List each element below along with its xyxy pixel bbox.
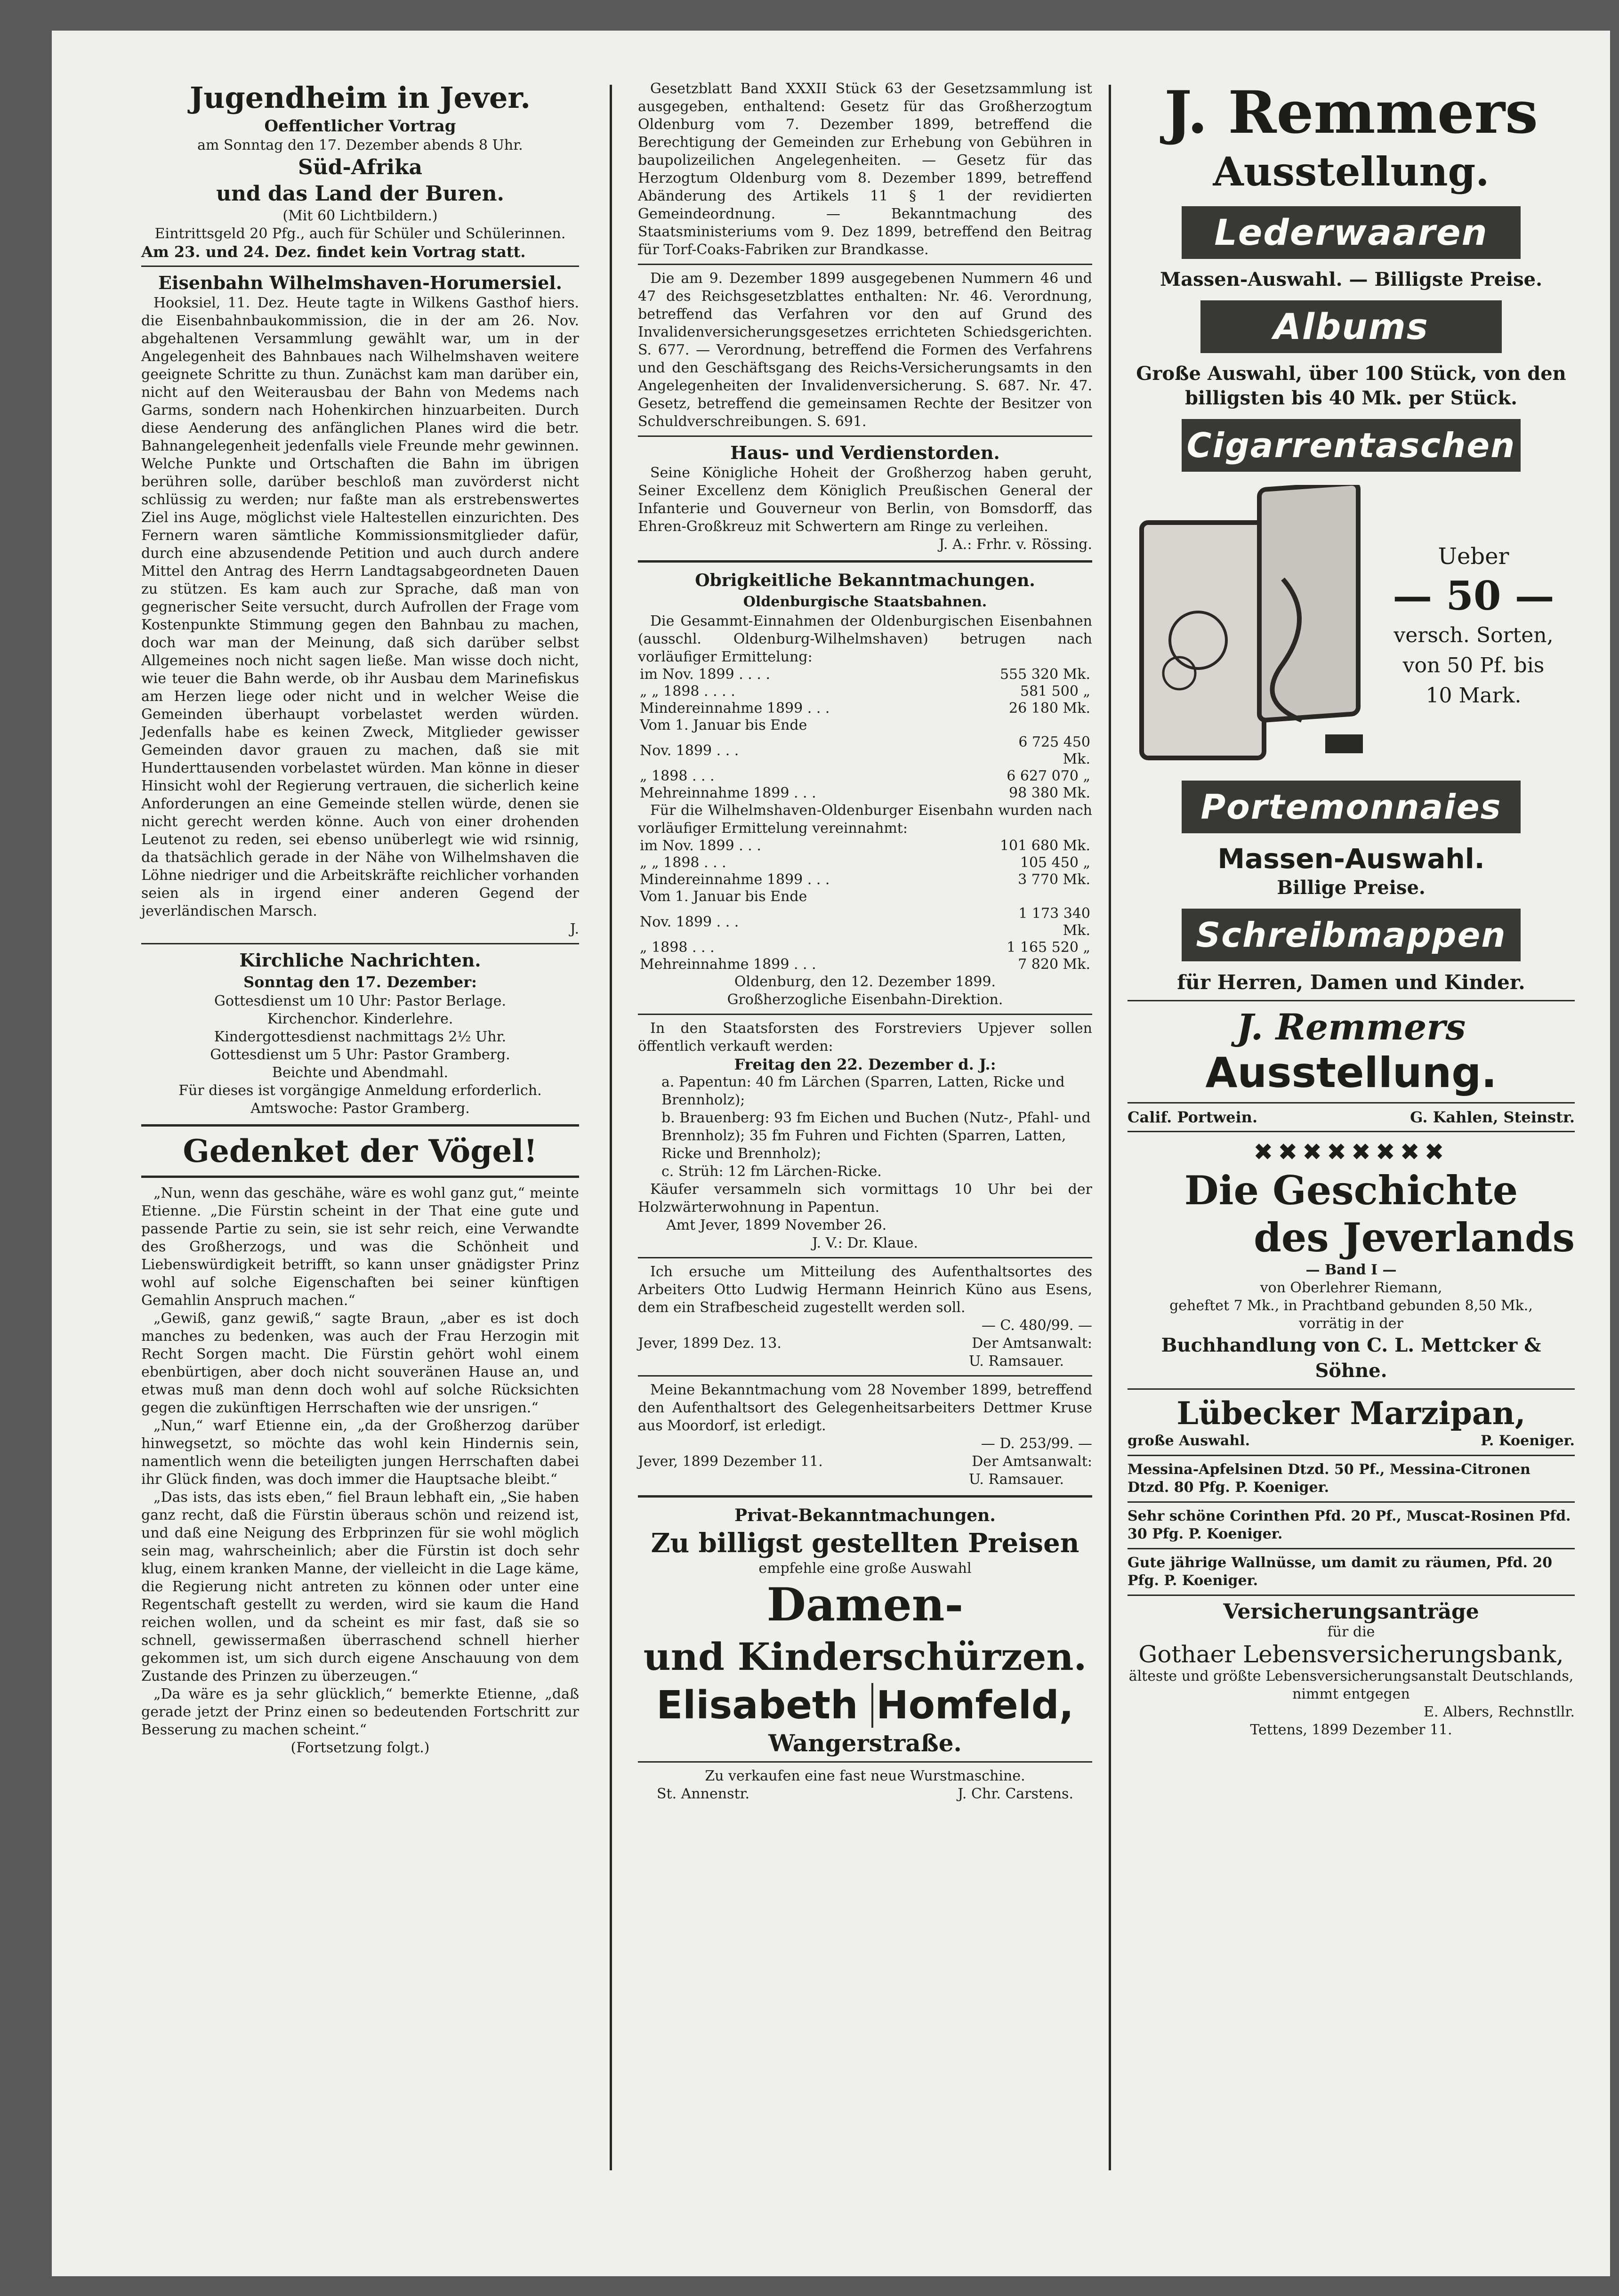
apron-line: Zu billigst gestellten Preisen <box>651 1528 1079 1559</box>
divider <box>638 264 1092 265</box>
church-date: Sonntag den 17. Dezember: <box>243 973 477 991</box>
railway-body: Hooksiel, 11. Dez. Heute tagte in Wilkens Gasthof hiers. die Eisenbahnbaukommission, die in der am 26. Nov. abgehaltenen Versammlung gewählt war, um in der Angelegenheit des Bahnbaues nach Wilhelmshaven weitere geeignete Schritte zu thun. Zunächst kam man darüber ein, nicht auf den Weiterausbau der Bahn von Medems nach Garms, sondern nach Hohenkirchen hinzuarbeiten. Durch diese Aenderung des anfänglichen Planes wird die betr. Bahnangelegenheit jedenfalls viele Freunde mehr gewinnen. Welche Punkte und Ortschaften die Bahn im übrigen berühren solle, darüber beschloß man zuvörderst nicht schlüssig zu werden; nur faßte man als erstrebenswertes Ziel ins Auge, möglichst viele Haltestellen einzurichten. Des Fernern waren sämtliche Kommissionsmitglieder dafür, durch eine abzusendende Petition und auch durch andere Mittel den Antrag des Herrn Landtagsabgeordneten Dauen zu stützen. Es kam auch zur Sprache, daß man von gegnerischer Seite versucht, durch Aufrollen der Frage vom Kostenpunkte Stimmung gegen den Bahnbau zu machen, doch war man der Meinung, daß sich darüber selbst Allgemeines noch nicht sagen ließe. Man wisse doch nicht, wie teuer die Bahn werde, ob ihr Ausbau dem Marinefiskus am Herzen liege oder nicht und in welcher Weise die Gemeinden überhaupt vorbelastet werden würden. Jedenfalls habe es keinen Zweck, Mitglieder gewisser Gemeinden davor grauen zu machen, daß sie mit Hunderttausenden vorbelastet würden. Man könne in dieser Hinsicht wohl der Regierung vertrauen, die sicherlich keine Anforderungen an eine Gemeinde stellen würde, denen sie nicht gerecht werden könne. Auch von einer drohenden Leutenot zu reden, sei ebenso unüberlegt wie wid rsinnig, da thatsächlich gerade in der Nähe von Wilhelmshaven die Löhne niedriger und die Arbeitskräfte reichlicher vorhanden seien als in irgend einer anderen Gegend der jeverländischen Marsch. <box>141 295 579 919</box>
story-paragraph: „Nun,“ warf Etienne ein, „da der Großherzog darüber hinwegsetzt, so möchte das wohl kein Hindernis sein, namentlich wenn die beteiligten jungen Herrschaften dabei ihr Glück finden, was doch immer die Hauptsache bleibt.“ <box>141 1418 579 1488</box>
table-cell: „ „ 1898 . . . . <box>640 683 735 700</box>
raisin-text: Sehr schöne Corinthen Pfd. 20 Pf., Muscat-Rosinen Pfd. 30 Pfg. <box>1128 1508 1571 1542</box>
table-row <box>638 683 1092 700</box>
table-cell: 7 820 Mk. <box>1018 956 1090 973</box>
book-title: des Jeverlands <box>1254 1214 1575 1261</box>
banner-purses: Portemonnaies <box>1182 781 1521 833</box>
settled-ref: — D. 253/99. — <box>981 1435 1092 1452</box>
divider <box>141 943 579 944</box>
table-cell: Mehreinnahme 1899 . . . <box>640 785 816 801</box>
exhibition-heading: Ausstellung. <box>1213 148 1490 195</box>
orden-body: Seine Königliche Hoheit der Großherzog haben geruht, Seiner Excellenz dem Königlich Preußischen General der Infanterie und Gouverneur von Berlin, von Bomsdorff, das Ehren-Großkreuz mit Schwertern am Ringe zu verleihen. <box>638 465 1092 535</box>
table-row <box>638 888 1092 905</box>
shop-name-first: Elisabeth <box>656 1683 858 1728</box>
prices-line: Ueber <box>1438 543 1509 570</box>
church-line: Gottesdienst um 10 Uhr: Pastor Berlage. <box>214 993 506 1009</box>
table-cell: Mindereinnahme 1899 . . . <box>640 871 830 888</box>
divider <box>638 435 1092 437</box>
railway-signature: J. <box>570 921 579 937</box>
book-title: Die Geschichte <box>1184 1167 1518 1214</box>
insurance-bank: Gothaer Lebensversicherungsbank, <box>1138 1641 1564 1668</box>
table-cell <box>985 717 1092 734</box>
fruit-text: Messina-Apfelsinen Dtzd. 50 Pf., Messina-Citronen Dtzd. 80 Pfg. <box>1128 1461 1530 1496</box>
walnut-seller: P. Koeniger. <box>1164 1572 1258 1589</box>
divider <box>1128 1595 1575 1596</box>
divider <box>638 1495 1092 1498</box>
insurance-title: Versicherungsanträge <box>1223 1600 1479 1624</box>
search-signature: U. Ramsauer. <box>968 1353 1064 1370</box>
official-intro: Die Gesammt-Einnahmen der Oldenburgischen Eisenbahnen (ausschl. Oldenburg-Wilhelmshaven) betrugen nach vorläufiger Ermittelung: <box>638 613 1092 665</box>
table-cell: „ 1898 . . . <box>640 768 715 784</box>
sale-text: Zu verkaufen eine fast neue Wurstmaschine. <box>705 1768 1025 1784</box>
divider <box>1128 1548 1575 1549</box>
raisin-seller: P. Koeniger. <box>1188 1526 1283 1542</box>
forest-place: Amt Jever, 1899 November 26. <box>666 1217 887 1233</box>
table-row <box>638 838 1092 854</box>
marzipan-sub <box>1128 1432 1575 1450</box>
prices-line: versch. Sorten, <box>1393 623 1554 647</box>
apron-line: empfehle eine große Auswahl <box>758 1560 972 1577</box>
column-1 <box>141 80 579 1757</box>
forest-signature: J. V.: Dr. Klaue. <box>812 1235 918 1251</box>
table-cell: 105 450 „ <box>1020 854 1090 871</box>
table-cell: 98 380 Mk. <box>1009 785 1090 801</box>
bookshop: Buchhandlung von C. L. Mettcker & Söhne. <box>1161 1334 1541 1382</box>
church-title: Kirchliche Nachrichten. <box>239 950 481 971</box>
sale-notice <box>638 1767 1092 1803</box>
forest-item: a. Papentun: 40 fm Lärchen (Sparren, Latten, Ricke und Brennholz); <box>661 1074 1065 1108</box>
table-cell: im Nov. 1899 . . . . <box>640 666 770 683</box>
book-price: geheftet 7 Mk., in Prachtband gebunden 8,50 Mk., <box>1169 1297 1533 1314</box>
church-line: Kindergottesdienst nachmittags 2½ Uhr. <box>214 1029 507 1045</box>
remmers-logo-2: J. Remmers <box>1236 1006 1466 1048</box>
church-line: Beichte und Abendmahl. <box>272 1064 449 1081</box>
story-paragraph: „Das ists, das ists eben,“ fiel Braun lebhaft ein, „Sie haben ganz recht, daß die Fürstin überaus schön und reizend ist, und daß eine Neigung des Erbprinzen für sie wohl möglich sein mag, wahrscheinlich; aber die Fürstin ist doch sehr klug, einem kranken Manne, der vielleicht in die Lage käme, die Regierung nicht antreten zu können oder unter eine Regentschaft gestellt zu werden, wird sie kaum die Hand reichen wollen, und da scheint es mir fast, daß sie so schnell, gewissermaßen überraschend schnell hierher gekommen ist, um sich durch eigene Anschauung von dem Zustande des Prinzen zu überzeugen.“ <box>141 1489 579 1684</box>
railway-title: Eisenbahn Wilhelmshaven-Horumersiel. <box>158 272 562 293</box>
forest-date: Freitag den 22. Dezember d. J.: <box>734 1055 996 1073</box>
church-line: Für dieses ist vorgängige Anmeldung erforderlich. <box>178 1082 542 1099</box>
church-line: Amtswoche: Pastor Gramberg. <box>250 1100 470 1117</box>
table-cell: 26 180 Mk. <box>1009 700 1090 717</box>
table-row <box>638 768 1092 785</box>
railway-article <box>141 294 579 938</box>
walnut-ad <box>1128 1554 1575 1590</box>
portwine-ad <box>1128 1108 1575 1126</box>
shop-name-last: Homfeld, <box>871 1683 1074 1728</box>
table-cell: 6 725 450 Mk. <box>1018 734 1090 767</box>
marzipan-assortment: große Auswahl. <box>1128 1433 1250 1449</box>
table-cell: Nov. 1899 . . . <box>640 742 739 759</box>
walnut-text: Gute jährige Wallnüsse, um damit zu räumen, Pfd. 20 Pfg. <box>1128 1555 1553 1589</box>
lecture-topic: Süd-Afrika <box>298 155 422 179</box>
table-cell: Vom 1. Januar bis Ende <box>640 888 807 905</box>
purses-line: Billige Preise. <box>1277 877 1426 899</box>
official-place: Oldenburg, den 12. Dezember 1899. <box>734 974 996 990</box>
orden-title: Haus- und Verdienstorden. <box>730 442 1000 463</box>
shop-street: Wangerstraße. <box>768 1729 962 1757</box>
cigar-case-block <box>1128 480 1575 772</box>
apron-big: und Kinderschürzen. <box>643 1635 1087 1679</box>
apron-big: Damen- <box>766 1578 964 1631</box>
table-cell: 1 165 520 „ <box>1007 939 1090 956</box>
table-row <box>638 905 1092 939</box>
official-title: Obrigkeitliche Bekanntmachungen. <box>695 571 1035 590</box>
table-row <box>638 717 1092 734</box>
table-row <box>638 939 1092 956</box>
divider <box>1128 1102 1575 1104</box>
table-row <box>638 854 1092 871</box>
column-2 <box>638 80 1092 1803</box>
albums-line: Große Auswahl, über 100 Stück, von den billigsten bis 40 Mk. per Stück. <box>1136 363 1566 409</box>
divider <box>1128 1000 1575 1001</box>
ornament-border: ✖✖✖✖✖✖✖✖ <box>1253 1138 1449 1166</box>
divider <box>638 1257 1092 1258</box>
table-cell: 101 680 Mk. <box>999 838 1090 854</box>
table-row <box>638 666 1092 683</box>
table-cell: Nov. 1899 . . . <box>640 914 739 930</box>
official-subtitle: Oldenburgische Staatsbahnen. <box>743 594 987 610</box>
insurance-for: für die <box>1327 1624 1375 1640</box>
divider <box>141 1176 579 1178</box>
prices-line: 10 Mark. <box>1426 684 1522 708</box>
divider <box>1128 1501 1575 1503</box>
purses-line: Massen-Auswahl. <box>1217 843 1485 875</box>
lecture-cancel: Am 23. und 24. Dez. findet kein Vortrag statt. <box>141 243 526 261</box>
revenue-table <box>638 666 1092 802</box>
table-cell: „ 1898 . . . <box>640 939 715 956</box>
lecture-title: Jugendheim in Jever. <box>190 81 531 115</box>
shop-name <box>638 1681 1092 1730</box>
divider <box>1128 1455 1575 1456</box>
story-paragraph: „Gewiß, ganz gewiß,“ sagte Braun, „aber es ist doch manches zu bedenken, was auch der Frau Herzogin mit Recht Sorgen macht. Die Fürstin gehört wohl einem ebenbürtigen, aber doch nicht souveränen Hause an, und etwas muß man denn doch wohl auf solche Rücksichten gegen die zukünftigen Herrschaften wie der unsrigen.“ <box>141 1310 579 1416</box>
lecture-note: (Mit 60 Lichtbildern.) <box>282 208 438 224</box>
lecture-fee: Eintrittsgeld 20 Pfg., auch für Schüler und Schülerinnen. <box>154 226 566 242</box>
story-text <box>141 1184 579 1757</box>
banner-leather: Lederwaaren <box>1182 206 1521 259</box>
case-clasp <box>1325 734 1363 753</box>
book-author: von Oberlehrer Riemann, <box>1260 1280 1442 1296</box>
reichsgesetzblatt-notice: Die am 9. Dezember 1899 ausgegebenen Nummern 46 und 47 des Reichsgesetzblattes enthalten: Nr. 46. Verordnung, betreffend das Verfahren vor den auf Grund des Invalidenversicherungsgesetzes errichteten Schiedsgerichten. S. 677. — Verordnung, betreffend die Formen des Verfahrens und den Geschäftsgang des Reichs-Versicherungsamts in den Angelegenheiten der Invalidenversicherung. S. 687. Nr. 47. Gesetz, betreffend die gemeinsamen Rechte der Besitzer von Schuldverschreibungen. S. 691. <box>638 270 1092 430</box>
banner-cigar-cases: Cigarrentaschen <box>1182 419 1521 472</box>
church-line: Kirchenchor. Kinderlehre. <box>267 1011 453 1027</box>
fruit-seller: P. Koeniger. <box>1235 1479 1329 1496</box>
table-cell: 3 770 Mk. <box>1018 871 1090 888</box>
settled-notice <box>638 1381 1092 1489</box>
gesetzblatt-notice: Gesetzblatt Band XXXII Stück 63 der Gesetzsammlung ist ausgegeben, enthaltend: Gesetz für das Großherzogtum Oldenburg vom 7. Dezember 1899, betreffend die Berechtigung der Gemeinden zur Erhebung von Gebühren in baupolizeilichen Angelegenheiten. — Gesetz für das Herzogtum Oldenburg vom 8. Dezember 1899, betreffend Abänderung des Artikels 11 § 1 der revidierten Gemeindeordnung. — Bekanntmachung des Staatsministeriums vom 9. Dez 1899, betreffend den Beitrag für Torf-Coaks-Fabriken zur Brandkasse. <box>638 81 1092 258</box>
divider <box>141 266 579 267</box>
lecture-ad <box>141 80 579 261</box>
banner-writing-cases: Schreibmappen <box>1182 909 1521 961</box>
forest-item: b. Brauenberg: 93 fm Eichen und Buchen (Nutz-, Pfahl- und Brennholz); 35 fm Fuhren und Fichten (Sparren, Latten, Ricke und Brennholz); <box>661 1110 1091 1162</box>
divider <box>638 1375 1092 1377</box>
case-left-panel <box>1142 523 1264 758</box>
story-title: Gedenket der Vögel! <box>183 1133 538 1169</box>
marzipan-seller: P. Koeniger. <box>1481 1433 1575 1449</box>
story-continued: (Fortsetzung folgt.) <box>290 1740 430 1756</box>
forest-item: c. Strüh: 12 fm Lärchen-Ricke. <box>661 1163 882 1180</box>
table-cell: Vom 1. Januar bis Ende <box>640 717 807 733</box>
writing-cases-line: für Herren, Damen und Kinder. <box>1177 971 1525 994</box>
leather-line: Massen-Auswahl. — Billigste Preise. <box>1160 268 1543 290</box>
table-cell: Mindereinnahme 1899 . . . <box>640 700 830 717</box>
table-cell <box>985 888 1092 905</box>
book-stock: vorrätig in der <box>1299 1315 1403 1332</box>
settled-signature: U. Ramsauer. <box>968 1471 1064 1488</box>
divider <box>141 1124 579 1127</box>
sale-signature: J. Chr. Carstens. <box>958 1786 1073 1802</box>
exhibition-heading-2: Ausstellung. <box>1205 1048 1497 1097</box>
sale-place: St. Annenstr. <box>657 1786 750 1802</box>
divider <box>1128 1388 1575 1390</box>
insurance-place: Tettens, 1899 Dezember 11. <box>1250 1722 1452 1738</box>
forest-meet: Käufer versammeln sich vormittags 10 Uhr bei der Holzwärterwohnung in Papentun. <box>638 1181 1092 1216</box>
divider <box>638 560 1092 563</box>
table-cell: 6 627 070 „ <box>1007 768 1090 784</box>
raisin-ad <box>1128 1507 1575 1543</box>
search-notice <box>638 1263 1092 1370</box>
table-cell: Mehreinnahme 1899 . . . <box>640 956 816 973</box>
prices-count: — 50 — <box>1393 572 1555 619</box>
banner-albums: Albums <box>1200 300 1502 353</box>
portwine-seller: G. Kahlen, Steinstr. <box>1410 1108 1575 1126</box>
story-paragraph: „Nun, wenn das geschähe, wäre es wohl ganz gut,“ meinte Etienne. „Die Fürstin scheint in der That eine gute und passende Partie zu sein, sie ist sehr reich, eine Verwandte des Großherzogs, und was die Schönheit und Liebenswürdigkeit betrifft, so kann unser gnädigster Prinz wohl auf solche Eigenschaften bei seiner künftigen Gemahlin Anspruch machen.“ <box>141 1185 579 1309</box>
table-row <box>638 871 1092 888</box>
fruit-ad <box>1128 1461 1575 1497</box>
insurance-signature: E. Albers, Rechnstllr. <box>1423 1704 1575 1720</box>
private-title: Privat-Bekanntmachungen. <box>734 1506 996 1525</box>
story-paragraph: „Da wäre es ja sehr glücklich,“ bemerkte Etienne, „daß gerade jetzt der Prinz einen so bedeutenden Fortschritt zur Besserung zu machen scheint.“ <box>141 1686 579 1738</box>
orden-signature: J. A.: Frhr. v. Rössing. <box>939 536 1092 553</box>
table-cell: 581 500 „ <box>1020 683 1090 700</box>
book-volume: — Band I — <box>1305 1262 1397 1278</box>
search-office: Der Amtsanwalt: <box>972 1335 1092 1352</box>
divider <box>638 1761 1092 1763</box>
search-place: Jever, 1899 Dez. 13. <box>638 1335 781 1352</box>
table-row <box>638 734 1092 768</box>
official-signature: Großherzogliche Eisenbahn-Direktion. <box>727 991 1003 1008</box>
lecture-subtitle: Oeffentlicher Vortrag <box>264 117 456 136</box>
forest-sale <box>638 1020 1092 1252</box>
settled-body: Meine Bekanntmachung vom 28 November 1899, betreffend den Aufenthaltsort des Gelegenheitsarbeiters Dettmer Kruse aus Moordorf, ist erledigt. <box>638 1382 1092 1434</box>
table-cell: 1 173 340 Mk. <box>1018 905 1090 939</box>
settled-office: Der Amtsanwalt: <box>972 1453 1092 1470</box>
lecture-date: am Sonntag den 17. Dezember abends 8 Uhr. <box>197 137 523 153</box>
marzipan-heading: Lübecker Marzipan, <box>1176 1395 1526 1432</box>
prices-line: von 50 Pf. bis <box>1402 653 1545 677</box>
portwine-text: Calif. Portwein. <box>1128 1108 1258 1126</box>
divider <box>638 1014 1092 1015</box>
forest-intro: In den Staatsforsten des Forstreviers Upjever sollen öffentlich verkauft werden: <box>638 1020 1092 1055</box>
search-body: Ich ersuche um Mitteilung des Aufenthaltsortes des Arbeiters Otto Ludwig Hermann Heinrich Küno aus Esens, dem ein Strafbescheid zugestellt werden soll. <box>638 1264 1092 1316</box>
search-ref: — C. 480/99. — <box>981 1317 1092 1334</box>
remmers-logo: J. Remmers <box>1164 79 1538 147</box>
table-cell: „ „ 1898 . . . <box>640 854 726 871</box>
table-cell: 555 320 Mk. <box>999 666 1090 683</box>
table-row <box>638 700 1092 717</box>
table-cell: im Nov. 1899 . . . <box>640 838 761 854</box>
church-line: Gottesdienst um 5 Uhr: Pastor Gramberg. <box>210 1047 510 1063</box>
cigar-case-prices <box>1372 541 1575 711</box>
cigar-case-illustration <box>1128 485 1372 767</box>
revenue-table-2 <box>638 838 1092 973</box>
column-3 <box>1128 80 1575 1739</box>
table-row <box>638 956 1092 973</box>
official-intro2: Für die Wilhelmshaven-Oldenburger Eisenbahn wurden nach vorläufiger Ermittelung vereinnahmt: <box>638 802 1092 837</box>
column-divider <box>1109 85 1111 2170</box>
divider <box>1128 1131 1575 1132</box>
apron-ad <box>638 1527 1092 1756</box>
lecture-topic: und das Land der Buren. <box>216 182 504 206</box>
insurance-desc: älteste und größte Lebensversicherungsanstalt Deutschlands, nimmt entgegen <box>1128 1668 1574 1702</box>
church-news <box>141 949 579 1118</box>
settled-place: Jever, 1899 Dezember 11. <box>638 1453 823 1470</box>
table-row <box>638 785 1092 802</box>
column-divider <box>610 85 612 2170</box>
